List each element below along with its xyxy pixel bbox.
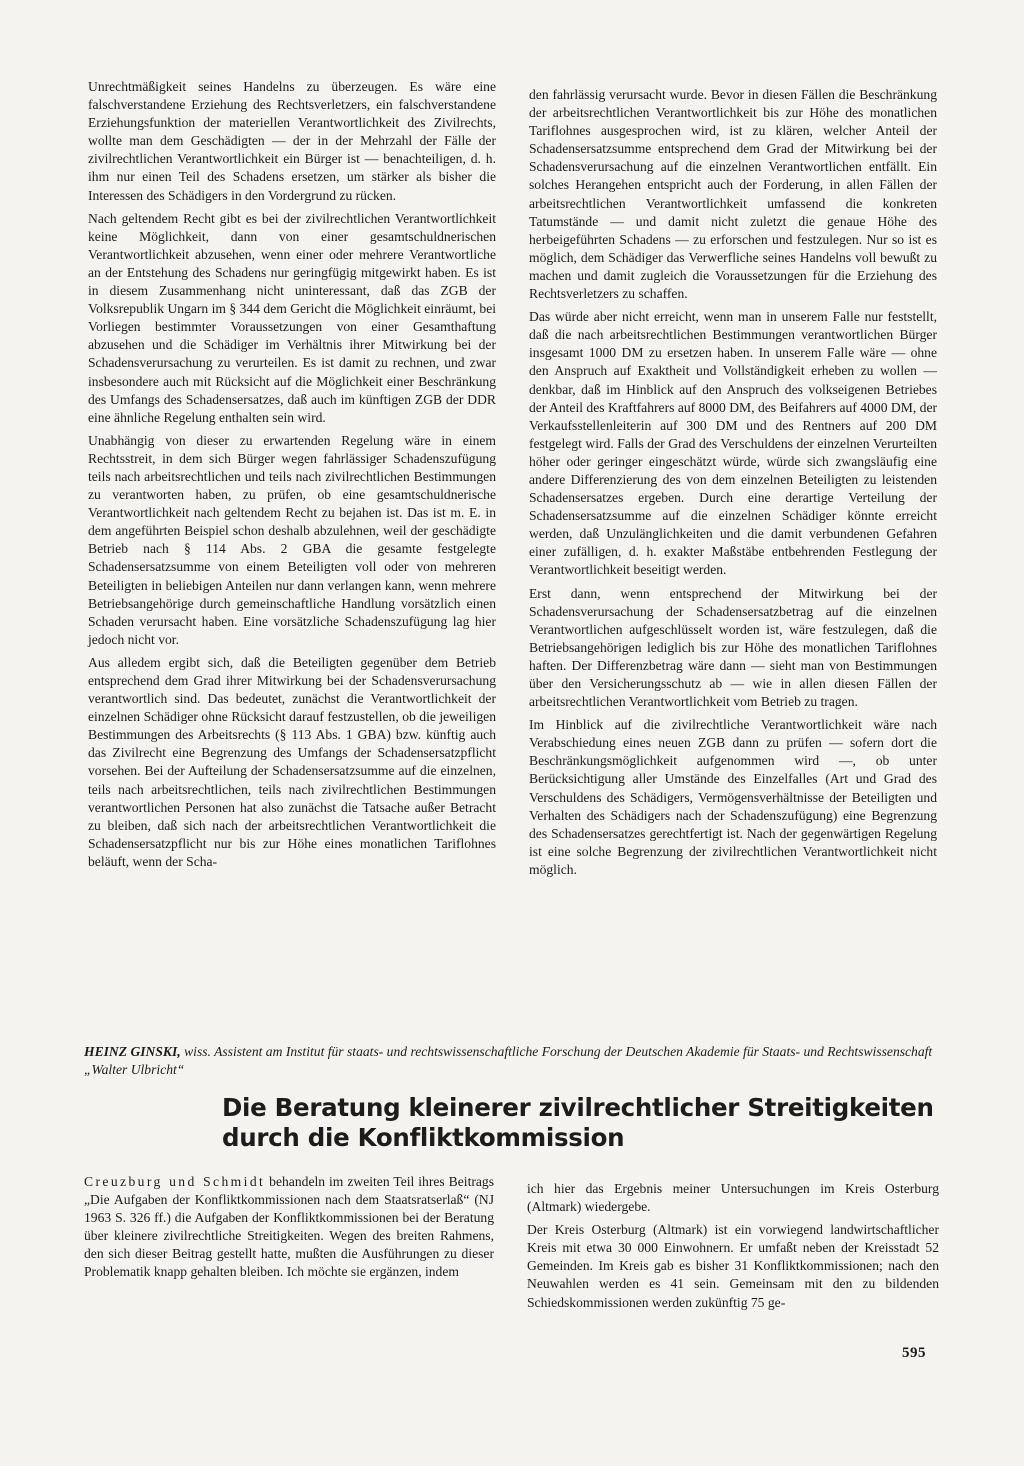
paragraph	[84, 1173, 494, 1282]
paragraph: Unabhängig von dieser zu erwartenden Regelung wäre in einem Rechtsstreit, in dem sich Bürger wegen fahrlässiger Schadenszufügung teils nach arbeitsrechtlichen und teils nach zivilrechtlichen Bestimmungen zu verantworten haben, zu prüfen, ob eine gesamtschuldnerische Verantwortlichkeit nach geltendem Recht zu bejahen ist. Das ist m. E. in dem angeführten Beispiel schon deshalb abzulehnen, weil der geschädigte Betrieb nach § 114 Abs. 2 GBA die gesamte festgelegte Schadensersatzsumme von einem Beteiligten voll oder von mehreren Beteiligten in beliebigen Anteilen nur dann verlangen kann, wenn mehrere Betriebsangehörige durch gemeinschaftliche Handlung vorsätzlich einen Schaden verursacht haben. Eine vorsätzliche Schadenszufügung lag hier jedoch nicht vor.	[88, 432, 496, 647]
left-column-bottom	[84, 1173, 494, 1287]
paragraph: Erst dann, wenn entsprechend der Mitwirkung bei der Schadensverursachung der Schadensersatzbetrag auf die einzelnen Verantwortlichen aufgeschlüsselt worden ist, wäre festzulegen, daß die Betriebsangehörigen lediglich bis zur Höhe des monatlichen Tariflohnes haften. Der Differenzbetrag wäre dann — sieht man von Bestimmungen über den Versicherungsschutz ab — wie in allen diesen Fällen der arbeitsrechtlichen Verantwortlichkeit vom Betrieb zu tragen.	[529, 585, 937, 710]
author-signature	[84, 1043, 944, 1079]
paragraph: Unrechtmäßigkeit seines Handelns zu überzeugen. Es wäre eine falschverstandene Erziehung des Rechtsverletzers, ein falschverstandene Erziehungsfunktion der materiellen Verantwortlichkeit des Zivilrechts, wollte man dem Geschädigten — der in der Mehrzahl der Fälle der zivilrechtlichen Verantwortlichkeit ein Bürger ist — benachteiligen, d. h. ihm nur einen Teil des Schadens ersetzen, um stärker als bisher die Interessen des Schädigers in den Vordergrund zu rücken.	[88, 79, 496, 203]
article-title: Die Beratung kleinerer zivilrechtlicher Streitigkeiten durch die Konfliktkommission	[222, 1093, 934, 1152]
page-number: 595	[902, 1345, 926, 1361]
paragraph: ich hier das Ergebnis meiner Untersuchungen im Kreis Osterburg (Altmark) wiedergebe.	[527, 1181, 939, 1215]
paragraph-text: behandeln im zweiten Teil ihres Beitrags „Die Aufgaben der Konfliktkommissionen nach dem Staatsratserlaß“ (NJ 1963 S. 326 ff.) die Aufgaben der Konfliktkommissionen bei der Beratung über kleinere zivilrechtliche Streitigkeiten. Wegen des breiten Rahmens, den sich dieser Beitrag gestellt hatte, mußten die Ausführungen zu dieser Problematik knapp gehalten bleiben. Ich möchte sie ergänzen, indem	[84, 1174, 494, 1280]
author-name: HEINZ GINSKI,	[84, 1044, 181, 1059]
paragraph: Aus alledem ergibt sich, daß die Beteiligten gegenüber dem Betrieb entsprechend dem Grad ihrer Mitwirkung bei der Schadensverursachung verantwortlich sind. Das bedeutet, zunächst die Verantwortlichkeit der einzelnen Schädiger ohne Rücksicht darauf festzustellen, ob die jeweiligen Bestimmungen des Arbeitsrechts (§ 113 Abs. 1 GBA) bzw. künftig auch das Zivilrecht eine Begrenzung des Umfangs der Schadensersatzpflicht vorsehen. Bei der Aufteilung der Schadensersatzsumme auf die einzelnen, teils nach arbeitsrechtlichen, teils nach zivilrechtlichen Bestimmungen verantwortlichen Personen hat also zunächst die Tatsache außer Betracht zu bleiben, daß sich nach der arbeitsrechtlichen Verantwortlichkeit die Schadensersatzpflicht nur bis zur Höhe eines monatlichen Tariflohnes beläuft, wenn der Scha-	[88, 654, 496, 869]
paragraph: Das würde aber nicht erreicht, wenn man in unserem Falle nur feststellt, daß die nach arbeitsrechtlichen Bestimmungen verantwortlichen Bürger insgesamt 1000 DM zu ersetzen haben. In unserem Falle wäre — ohne den Anspruch auf Exaktheit und Vollständigkeit erheben zu wollen — denkbar, daß im Hinblick auf den Anspruch des volkseigenen Betriebes der Anteil des Kraftfahrers auf 8000 DM, des Beifahrers auf 4000 DM, der Verkaufsstellenleiterin auf 300 DM und des Rentners auf 200 DM festgelegt wird. Falls der Grad des Verschuldens der einzelnen Verurteilten höher oder geringer eingeschätzt würde, würde sich zwangsläufig eine andere Differenzierung des von dem einzelnen Beteiligten zu leistenden Schadensersatzes ergeben. Durch eine derartige Verteilung der Schadensersatzsumme auf die einzelnen Schädiger könnte erreicht werden, daß Unzulänglichkeiten und die damit verbundenen Gefahren einer zufälligen, d. h. exakter Maßstäbe entbehrenden Festlegung der Verantwortlichkeit beseitigt werden.	[529, 309, 937, 578]
right-column-bottom	[527, 1180, 939, 1317]
paragraph: den fahrlässig verursacht wurde. Bevor in diesen Fällen die Beschränkung der arbeitsrechtlichen Verantwortlichkeit bis zur Höhe des monatlichen Tariflohnes ausgesprochen wird, ist zu klären, welcher Anteil der Schadensersatzsumme entsprechend dem Grad der Mitwirkung bei der Schadensverursachung auf die einzelnen Verantwortlichen entfällt. Ein solches Herangehen entspricht auch der Forderung, in allen Fällen der arbeitsrechtlichen Verantwortlichkeit umfassend die konkreten Tatumstände — und damit nicht zuletzt die genaue Höhe des herbeigeführten Schadens — zu erforschen und festzulegen. Nur so ist es möglich, dem Schädiger das Verwerfliche seines Handelns voll bewußt zu machen und damit zugleich die Voraussetzungen für die Erziehung des Rechtsverletzers zu schaffen.	[529, 87, 937, 302]
paragraph: Der Kreis Osterburg (Altmark) ist ein vorwiegend landwirtschaftlicher Kreis mit etwa 30 000 Einwohnern. Er umfaßt neben der Kreisstadt 52 Gemeinden. Im Kreis gab es bisher 31 Konfliktkommissionen; nach den Neuwahlen werden es 41 sein. Gemeinsam mit den zu bildenden Schiedskommissionen werden zukünftig 75 ge-	[527, 1222, 939, 1310]
author-names-spaced: Creuzburg und Schmidt	[84, 1174, 266, 1189]
right-column-top	[529, 86, 937, 884]
paragraph: Nach geltendem Recht gibt es bei der zivilrechtlichen Verantwortlichkeit keine Möglichkeit, dann von einer gesamtschuldnerischen Verantwortlichkeit abzusehen, wenn einer oder mehrere Verantwortliche an der Entstehung des Schadens nur geringfügig mitgewirkt haben. Es ist in diesem Zusammenhang nicht uninteressant, daß das ZGB der Volksrepublik Ungarn im § 344 dem Gericht die Möglichkeit einräumt, bei Vorliegen bestimmter Voraussetzungen von einer Gesamthaftung abzusehen und die Schädiger im Verhältnis ihrer Mitwirkung bei der Schadensverursachung zu verurteilen. Es ist damit zu rechnen, und zwar insbesondere auch mit Rücksicht auf die Möglichkeit einer Beschränkung des Umfangs des Schadensersatzes, daß auch im künftigen ZGB der DDR eine ähnliche Regelung enthalten sein wird.	[88, 210, 496, 425]
paragraph: Im Hinblick auf die zivilrechtliche Verantwortlichkeit wäre nach Verabschiedung eines neuen ZGB dann zu prüfen — sofern dort die Beschränkungsmöglichkeit aufgenommen wird —, ob unter Berücksichtigung aller Umstände des Einzelfalles (Art und Grad des Verschuldens des Schädigers, Vermögensverhältnisse der Beteiligten und Verhalten des Schädigers nach der Schadenszufügung) eine Begrenzung des Schadensersatzes gerechtfertigt ist. Nach der gegenwärtigen Regelung ist eine solche Begrenzung der zivilrechtlichen Verantwortlichkeit nicht möglich.	[529, 717, 937, 877]
left-column-top	[88, 78, 496, 876]
author-affiliation: wiss. Assistent am Institut für staats- und rechtswissenschaftliche Forschung der Deutschen Akademie für Staats- und Rechtswissenschaft „Walter Ulbricht“	[84, 1044, 933, 1077]
